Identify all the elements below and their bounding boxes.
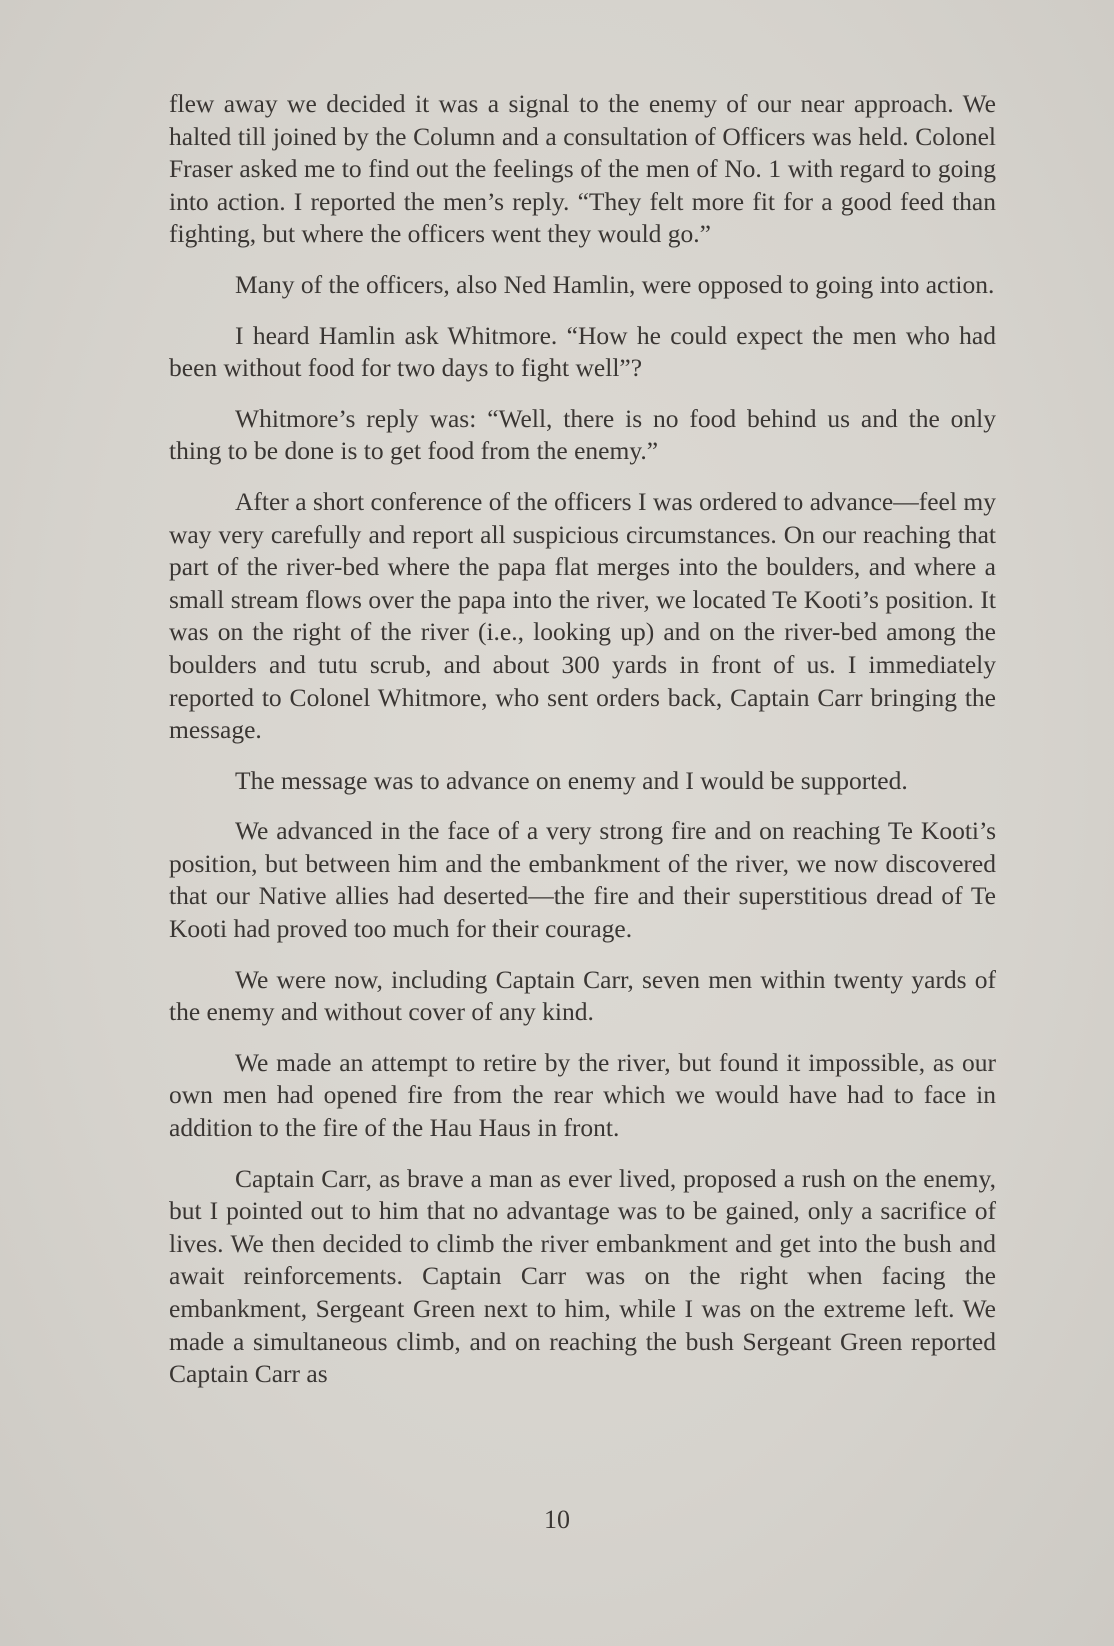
paragraph-1: flew away we decided it was a signal to the enemy of our near approach. We halted till joined by the Column and a consultation of Officers was held. Colonel Fraser asked me to find out the feelings of the men of No. 1 with regard to going into action. I reported the men’s reply. “They felt more fit for a good feed than fighting, but where the officers went they would go.”: [169, 89, 996, 249]
paragraph-9: We made an attempt to retire by the river, but found it impossible, as our own men had opened fire from the rear which we would have had to face in addition to the fire of the Hau Haus in front.: [169, 1047, 996, 1143]
paragraph-10: Captain Carr, as brave a man as ever lived, proposed a rush on the enemy, but I pointed out to him that no advantage was to be gained, only a sacrifice of lives. We then decided to climb the river embankment and get into the bush and await reinforcements. Captain Carr was on the right when facing the embankment, Sergeant Green next to him, while I was on the extreme left. We made a simultaneous climb, and on reaching the bush Sergeant Green reported Captain Carr as: [169, 1163, 996, 1389]
paragraph-2: Many of the officers, also Ned Hamlin, were opposed to going into action.: [235, 269, 995, 299]
page-number: 10: [544, 1505, 570, 1534]
paragraph-3: I heard Hamlin ask Whitmore. “How he could expect the men who had been without food for two days to fight well”?: [169, 320, 996, 383]
body-text: [169, 88, 996, 1409]
paragraph-7: We advanced in the face of a very strong fire and on reaching Te Kooti’s position, but between him and the embankment of the river, we now discovered that our Native allies had deserted—the fire and their superstitious dread of Te Kooti had proved too much for their courage.: [169, 816, 996, 944]
paragraph-6: The message was to advance on enemy and I would be supported.: [235, 765, 908, 795]
paragraph-5: After a short conference of the officers I was ordered to advance—feel my way very carefully and report all suspicious circumstances. On our reaching that part of the river-bed where the papa flat merges into the boulders, and where a small stream flows over the papa into the river, we located Te Kooti’s position. It was on the right of the river (i.e., looking up) and on the river-bed among the boulders and tutu scrub, and about 300 yards in front of us. I immediately reported to Colonel Whitmore, who sent orders back, Captain Carr bringing the message.: [169, 486, 996, 745]
paragraph-8: We were now, including Captain Carr, seven men within twenty yards of the enemy and without cover of any kind.: [169, 964, 996, 1027]
paragraph-4: Whitmore’s reply was: “Well, there is no food behind us and the only thing to be done is to get food from the enemy.”: [169, 403, 996, 466]
